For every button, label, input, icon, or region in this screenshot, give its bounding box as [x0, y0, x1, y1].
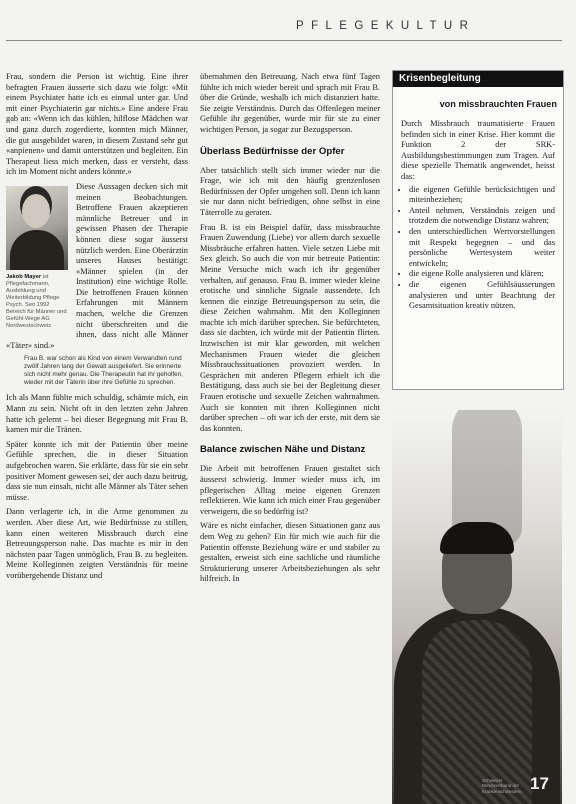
info-box-body [393, 119, 563, 312]
section-heading-needs: Überlass Bedürfnisse der Opfer [200, 145, 345, 157]
header-rule [6, 40, 562, 41]
page-header [0, 10, 576, 44]
man-portrait-photo [392, 410, 562, 804]
caption-name: Jakob Mayer [6, 273, 42, 280]
author-face [22, 194, 50, 228]
paragraph: Später konnte ich mit der Patientin über meine Gefühle sprechen, die in dieser Situation aufgebrochen waren. Sie erklärte, dass für sie ein sehr positiver Moment gewesen sei, der auch dazu beitrug, dass sie nun einsah, nicht alle Männer als Täter sehen müsse. [6, 439, 188, 502]
paragraph: Ich als Mann fühlte mich schuldig, schämte mich, ein Mann zu sein. Nicht oft in den letzten zehn Jahren hatte ich gelernt – bei dieser Begegnung mit Frau B. kamen mir die Tränen. [6, 393, 188, 435]
portrait-shirt [422, 620, 532, 804]
list-item: • Anteil nehmen, Verständnis zeigen und trotzdem die notwendige Distanz wahren; [409, 206, 555, 227]
page-number: 17 [530, 774, 549, 793]
paragraph: Diese Aussagen decken sich mit meinen Beobachtungen. Betroffene Frauen akzeptieren männliche Betreuer und in gewissen Phasen der Therapie können diese sogar äusserst nützlich werden. Eine Oberärztin unseres Hauses bestätigt: «Männer spielen (in der Institution) eine wichtige Rolle. Die betroffenen Frauen können Erfahrungen mit Männern machen, welche die Grenzen nicht überschreiten und die ihnen, dass nicht alle Männer «Täter» sind.» [6, 181, 188, 350]
paragraph: Wäre es nicht einfacher, diesen Situationen ganz aus dem Weg zu gehen? Ein für mich wie auch für die Patientin offenste Beziehung wäre er und stabiler zu gestalten, erweist sich eine sachliche und räumliche Strukturierung unserer Arbeitsbeziehungen als sehr hilfreich. In [200, 521, 380, 584]
author-shoulders [10, 230, 64, 270]
photo-credit: Schweizer Berufsverband der Krankenschwestern [482, 778, 522, 794]
photo-caption [6, 274, 68, 330]
paragraph: Frau B. ist ein Beispiel dafür, dass missbrauchte Frauen Zuwendung (Liebe) vor allem durch sexuelle Missbräuche erfahren hatten. Viele setzen Liebe mit Sex gleich. So auch die von mir betreute Patientin: Meine Versuche mich wach ich ihr gegenüber verhalten, auf genauso. Frau B. immer wieder kleine erotische und sinnliche Signale aussendete. Ich kennen die einzige Betreuungsperson zu sein, die diese Zeichen wahrnahm. Mit den Kolleginnen machte ich mich darüber sprechen. Sie befürchteten, dass sie dachten, ich würde mit der Patientin flirten. Inzwischen ist mir klar geworden, mit welchen Mechanismen Frauen wieder die gleichen Missbrauchssituationen provoziert werden. In Gesprächen mit anderen Pflegern erhielt ich die Bestätigung, dass auch sie bei der Begleitung dieser Frauen erotische und sexuelle Zeichen wahrnahmen. Auch sie konnten mit ihren Kolleginnen nicht darüber sprechen – oft war ich der erste, mit dem sie das konnten. [200, 222, 380, 433]
info-box-intro: Durch Missbrauch traumatisierte Frauen befinden sich in einer Krise. Hier kommt die Funktion 2 der SRK-Ausbildungsbestimmungen zum Tragen. Auf diese spezielle Thematik angewendet, heisst das: [401, 119, 555, 181]
inset-note: Frau B. war schon als Kind von einem Verwandten rund zwölf Jahren lang der Gewalt ausgeliefert. Sie erinnerte sich nicht mehr genau. Die Therapeutin hat ihr geholfen, wieder mit der Täterin über ihre Gefühle zu sprechen. [24, 355, 184, 387]
magazine-section-title: PFLEGEKULTUR [296, 20, 476, 32]
paragraph: Frau, sondern die Person ist wichtig. Eine ihrer befragten Frauen äusserte sich dazu wie folgt: «Mit einem Psychiater hatte ich es einmal unter gar. Und mit einer Psychiaterin gar nichts.» Eine andere Frau gab an: «Wenn ich das kühlen, hilflose Mädchen war und ganz durch zogerdierte, konnten mich Männer, die gut ausgebildet waren, in diesem Zustand sehr gut «anpienen» und damit unterstützen und begleiten. Ein Therapeut liess mich merken, dass er versteht, dass ich im Moment nicht anders könnte.» [6, 72, 188, 177]
caption-text: ist Pflegefachmann, Ausbildung und Weiterbildung Pflege Psych. Seit 1992 Bereich für Männer und Gefühl-Wege AG Nordwestschweiz [6, 273, 67, 329]
paragraph: Die Arbeit mit betroffenen Frauen gestaltet sich äusserst schwierig. Immer wieder muss ich, im pflegerischen Alltag meine eigenen Grenzen reflektieren. Wie kann ich mich einer Frau gegenüber verweigern, die so bedürftig ist? [200, 464, 380, 516]
portrait-hair [440, 522, 514, 554]
list-item: • den unterschiedlichen Wertvorstellungen mit Respekt begegnen – und das persönliche Wertesystem weiter entwickeln; [409, 227, 555, 269]
info-box-title: Krisenbegleitung [393, 71, 563, 87]
article-column-2 [200, 72, 380, 782]
info-box [392, 70, 564, 390]
info-box-subtitle: von missbrauchten Frauen [439, 99, 557, 109]
author-photo [6, 186, 68, 270]
list-item: • die eigene Rolle analysieren und klären; [409, 269, 555, 280]
list-item: • die eigenen Gefühlsäusserungen analysieren und unter Beachtung der Gesamtsituation kreativ nützen. [409, 280, 555, 312]
paragraph: Dann verlagerte ich, in die Arme genommen zu werden. Aber diese Art, wie Bedürfnisse zu stillen, kann einen weiteren Missbrauch durch eine Betreuungsperson nahe. Das machte es mir in den nächsten paar Tagen unmöglich, Frau B. zu begleiten. Meine Kolleginnen zeigten Verständnis für meine vorübergehende Distanz und [6, 507, 188, 580]
article-column-1 [6, 72, 188, 782]
paragraph: Aber tatsächlich stellt sich immer wieder nur die Frage, wie ich mit den häufig grenzenlosen Bedürfnissen der Opfer umgehen soll. Denn ich kann sie nur dann nicht befriedigen, ohne selbst in eine Täterrolle zu geraten. [200, 165, 380, 217]
section-heading-balance: Balance zwischen Nähe und Distanz [200, 444, 366, 456]
list-item: • die eigenen Gefühle berücksichtigen und miteinbeziehen; [409, 185, 555, 206]
paragraph: übernahmen den Betreuung. Nach etwa fünf Tagen fühlte ich mich wieder bereit und sprach mit Frau B. über die Gründe, weshalb ich mich distanziert hatte. Sie zeigte Verständnis. Durch das Offenlegen meiner Gefühle ihr gegenüber, wurde mir für sie zu einer wichtigen Person, ja sogar zur Bezugsperson. [200, 72, 380, 134]
info-box-list [401, 185, 555, 312]
